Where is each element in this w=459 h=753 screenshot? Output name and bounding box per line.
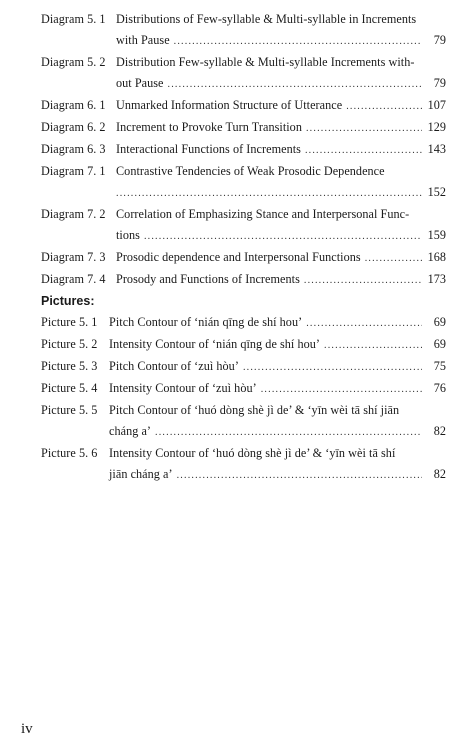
entry-page-number: 168 [427,250,446,264]
entry-page-number: 107 [427,98,446,112]
toc-line [41,269,446,291]
dot-leader [155,422,422,443]
entry-title-continued: jiān cháng a’ [109,467,173,481]
dot-leader [174,31,422,52]
entry-title: Intensity Contour of ‘huó dòng shè jì de’ & ‘yīn wèi tā shí [109,446,396,460]
entry-title-continued: tions [116,228,140,242]
toc-line [41,161,446,182]
entry-page-number: 152 [427,185,446,199]
entry-title: Distributions of Few-syllable & Multi-syllable in Increments [116,12,417,26]
toc-line [41,117,446,139]
entry-title: Distribution Few-syllable & Multi-syllable Increments with- [116,55,415,69]
toc-line [41,421,446,443]
toc-entry-diagram-5-2[interactable] [41,52,446,95]
entry-label: Diagram 7. 2 [41,207,106,221]
dot-leader [305,140,422,161]
toc-line [41,9,446,30]
toc-entry-picture-5-3[interactable] [41,356,446,378]
entry-label: Picture 5. 3 [41,359,98,373]
toc-entry-diagram-6-2[interactable] [41,117,446,139]
dot-leader [243,357,422,378]
toc-line [41,247,446,269]
dot-leader [365,248,422,269]
entry-page-number: 75 [433,359,446,373]
toc-entry-picture-5-4[interactable] [41,378,446,400]
toc-line [41,356,446,378]
entry-title-continued: with Pause [116,33,170,47]
dot-leader [306,118,422,139]
entry-title-continued: out Pause [116,76,164,90]
entry-label: Diagram 5. 2 [41,55,106,69]
entry-title: Interactional Functions of Increments [116,142,301,156]
entry-label: Diagram 6. 1 [41,98,106,112]
toc-line [41,52,446,73]
dot-leader [144,226,422,247]
entry-title: Increment to Provoke Turn Transition [116,120,302,134]
dot-leader [177,465,422,486]
entry-page-number: 159 [427,228,446,242]
toc-entry-picture-5-6[interactable] [41,443,446,486]
entry-page-number: 82 [433,424,446,438]
toc-line [41,334,446,356]
entry-page-number: 79 [433,33,446,47]
entry-label: Picture 5. 2 [41,337,98,351]
toc-entry-picture-5-2[interactable] [41,334,446,356]
entry-title: Pitch Contour of ‘zuì hòu’ [109,359,239,373]
entry-label: Diagram 6. 2 [41,120,106,134]
toc-entry-diagram-7-1[interactable] [41,161,446,204]
entry-page-number: 79 [433,76,446,90]
toc-entry-diagram-5-1[interactable] [41,9,446,52]
entry-page-number: 129 [427,120,446,134]
toc-entry-picture-5-5[interactable] [41,400,446,443]
entry-title-continued: cháng a’ [109,424,152,438]
toc-line [41,464,446,486]
entry-page-number: 69 [433,337,446,351]
entry-title: Prosody and Functions of Increments [116,272,300,286]
toc-line [41,95,446,117]
page-folio: iv [21,721,33,737]
entry-title: Prosodic dependence and Interpersonal Functions [116,250,361,264]
toc-line [41,30,446,52]
toc-entry-diagram-6-3[interactable] [41,139,446,161]
pictures-heading: Pictures: [41,294,95,308]
toc-entry-diagram-7-3[interactable] [41,247,446,269]
toc-line [41,139,446,161]
entry-label: Picture 5. 5 [41,403,98,417]
table-of-contents [41,9,446,486]
entry-page-number: 82 [433,467,446,481]
entry-page-number: 143 [427,142,446,156]
dot-leader [304,270,422,291]
dot-leader [116,183,422,204]
toc-line [41,204,446,225]
entry-label: Diagram 7. 4 [41,272,106,286]
dot-leader [346,96,422,117]
toc-entry-picture-5-1[interactable] [41,312,446,334]
toc-line [41,182,446,204]
toc-line [41,378,446,400]
toc-line [41,73,446,95]
entry-title: Contrastive Tendencies of Weak Prosodic Dependence [116,164,385,178]
entry-label: Picture 5. 4 [41,381,98,395]
entry-title: Pitch Contour of ‘nián qīng de shí hou’ [109,315,303,329]
dot-leader [306,313,422,334]
entry-title: Intensity Contour of ‘zuì hòu’ [109,381,257,395]
toc-entry-diagram-7-4[interactable] [41,269,446,291]
toc-line [41,225,446,247]
entry-label: Picture 5. 6 [41,446,98,460]
entry-page-number: 76 [433,381,446,395]
dot-leader [324,335,422,356]
entry-label: Diagram 7. 3 [41,250,106,264]
entry-title: Pitch Contour of ‘huó dòng shè jì de’ & ‘yīn wèi tā shí jiān [109,403,400,417]
entry-label: Diagram 7. 1 [41,164,106,178]
entry-label: Picture 5. 1 [41,315,98,329]
toc-line [41,443,446,464]
entry-label: Diagram 5. 1 [41,12,106,26]
entry-page-number: 69 [433,315,446,329]
entry-label: Diagram 6. 3 [41,142,106,156]
toc-line [41,312,446,334]
toc-entry-diagram-6-1[interactable] [41,95,446,117]
dot-leader [261,379,422,400]
entry-title: Intensity Contour of ‘nián qīng de shí hou’ [109,337,321,351]
entry-title: Correlation of Emphasizing Stance and Interpersonal Func- [116,207,410,221]
entry-title: Unmarked Information Structure of Utterance [116,98,343,112]
toc-line [41,400,446,421]
dot-leader [168,74,422,95]
entry-page-number: 173 [427,272,446,286]
toc-entry-diagram-7-2[interactable] [41,204,446,247]
